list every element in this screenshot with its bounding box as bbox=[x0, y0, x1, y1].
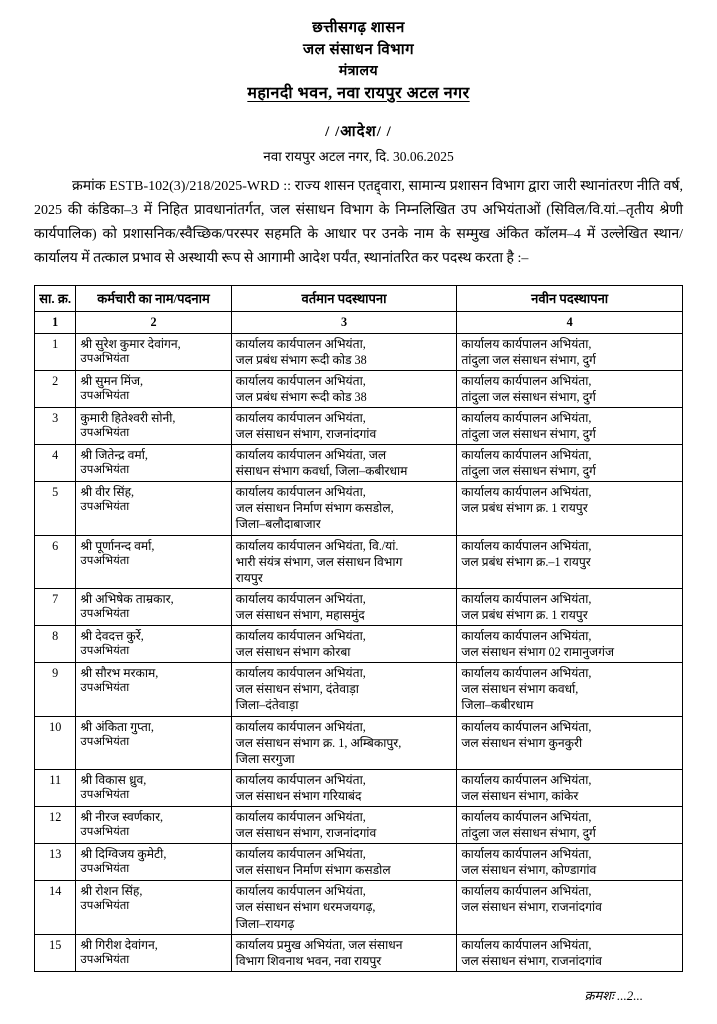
transfer-table bbox=[34, 285, 683, 972]
cell-new-posting bbox=[457, 482, 683, 535]
posting-line: जल प्रबंध संभाग क्र. 1 रायपुर bbox=[461, 501, 588, 516]
column-number-3: 3 bbox=[231, 312, 457, 333]
employee-designation: उपअभियंता bbox=[80, 607, 130, 620]
header-line-address: महानदी भवन, नवा रायपुर अटल नगर bbox=[247, 84, 470, 102]
cell-employee-name bbox=[76, 588, 231, 625]
cell-current-posting bbox=[231, 716, 457, 769]
cell-current-posting bbox=[231, 806, 457, 843]
posting-line: कार्यालय कार्यपालन अभियंता, वि./यां. bbox=[235, 538, 399, 553]
cell-employee-name bbox=[76, 663, 231, 716]
posting-line: कार्यालय कार्यपालन अभियंता, bbox=[235, 772, 366, 787]
posting-line: जल संसाधन संभाग, कांकेर bbox=[461, 788, 579, 803]
cell-new-posting bbox=[457, 588, 683, 625]
employee-designation: उपअभियंता bbox=[80, 427, 130, 440]
posting-line: जिला–दंतेवाड़ा bbox=[235, 698, 299, 713]
cell-employee-name bbox=[76, 716, 231, 769]
cell-current-posting bbox=[231, 663, 457, 716]
table-row bbox=[35, 407, 683, 444]
cell-serial-number: 4 bbox=[35, 445, 76, 482]
posting-line: कार्यालय कार्यपालन अभियंता, bbox=[461, 937, 592, 952]
cell-serial-number: 11 bbox=[35, 769, 76, 806]
posting-line: जल प्रबंध संभाग क्र.–1 रायपुर bbox=[461, 554, 591, 569]
cell-employee-name bbox=[76, 370, 231, 407]
posting-line: कार्यालय कार्यपालन अभियंता, bbox=[235, 809, 366, 824]
employee-name: श्री अभिषेक ताम्रकार, bbox=[80, 591, 174, 606]
posting-line: कार्यालय कार्यपालन अभियंता, bbox=[235, 884, 366, 899]
cell-new-posting bbox=[457, 716, 683, 769]
cell-employee-name bbox=[76, 934, 231, 971]
cell-employee-name bbox=[76, 482, 231, 535]
posting-line: जल संसाधन संभाग, राजनांदगांव bbox=[461, 900, 602, 915]
posting-line: कार्यालय कार्यपालन अभियंता, bbox=[461, 410, 592, 425]
table-row bbox=[35, 626, 683, 663]
cell-employee-name bbox=[76, 769, 231, 806]
posting-line: तांदुला जल संसाधन संभाग, दुर्ग bbox=[461, 464, 596, 479]
posting-line: विभाग शिवनाथ भवन, नवा रायपुर bbox=[235, 953, 382, 968]
posting-line: जिला–बलौदाबाजार bbox=[235, 517, 321, 532]
posting-line: जल संसाधन संभाग, राजनांदगांव bbox=[461, 953, 602, 968]
cell-serial-number: 1 bbox=[35, 333, 76, 370]
posting-line: कार्यालय कार्यपालन अभियंता, bbox=[235, 336, 366, 351]
posting-line: जल प्रबंध संभाग रूदी कोड 38 bbox=[235, 352, 367, 367]
column-header-sr: सा. क्र. bbox=[35, 286, 76, 312]
employee-name: श्री विकास ध्रुव, bbox=[80, 772, 147, 787]
cell-serial-number: 10 bbox=[35, 716, 76, 769]
employee-name: श्री पूर्णानन्द वर्मा, bbox=[80, 538, 155, 553]
cell-employee-name bbox=[76, 535, 231, 588]
order-body-paragraph bbox=[34, 175, 683, 271]
cell-current-posting bbox=[231, 769, 457, 806]
cell-serial-number: 13 bbox=[35, 844, 76, 881]
employee-designation: उपअभियंता bbox=[80, 554, 130, 567]
posting-line: कार्यालय कार्यपालन अभियंता, bbox=[461, 373, 592, 388]
posting-line: कार्यालय कार्यपालन अभियंता, bbox=[461, 847, 592, 862]
posting-line: जल संसाधन संभाग, दंतेवाड़ा bbox=[235, 682, 359, 697]
posting-line: जल संसाधन संभाग धरमजयगढ़, bbox=[235, 900, 376, 915]
column-number-2: 2 bbox=[76, 312, 231, 333]
cell-new-posting bbox=[457, 769, 683, 806]
posting-line: जल संसाधन संभाग कोरबा bbox=[235, 645, 351, 660]
cell-current-posting bbox=[231, 407, 457, 444]
cell-new-posting bbox=[457, 844, 683, 881]
table-row bbox=[35, 482, 683, 535]
posting-line: तांदुला जल संसाधन संभाग, दुर्ग bbox=[461, 352, 596, 367]
table-row bbox=[35, 716, 683, 769]
posting-line: जल संसाधन संभाग कुनकुरी bbox=[461, 735, 583, 750]
posting-line: कार्यालय कार्यपालन अभियंता, bbox=[235, 591, 366, 606]
employee-name: श्री दिग्विजय कुमेटी, bbox=[80, 847, 167, 862]
table-row bbox=[35, 370, 683, 407]
cell-new-posting bbox=[457, 535, 683, 588]
cell-current-posting bbox=[231, 535, 457, 588]
column-number-1: 1 bbox=[35, 312, 76, 333]
place-and-date: नवा रायपुर अटल नगर, दि. 30.06.2025 bbox=[263, 148, 454, 164]
posting-line: जल संसाधन संभाग कवर्धा, bbox=[461, 682, 579, 697]
cell-serial-number: 2 bbox=[35, 370, 76, 407]
posting-line: जल संसाधन संभाग, कोण्डागांव bbox=[461, 863, 597, 878]
cell-current-posting bbox=[231, 333, 457, 370]
cell-current-posting bbox=[231, 626, 457, 663]
cell-employee-name bbox=[76, 881, 231, 934]
table-column-number-row bbox=[35, 312, 683, 333]
posting-line: कार्यालय कार्यपालन अभियंता, जल bbox=[235, 448, 387, 463]
cell-current-posting bbox=[231, 588, 457, 625]
posting-line: कार्यालय कार्यपालन अभियंता, bbox=[461, 336, 592, 351]
cell-employee-name bbox=[76, 626, 231, 663]
posting-line: संसाधन संभाग कवर्धा, जिला–कबीरधाम bbox=[235, 464, 408, 479]
employee-designation: उपअभियंता bbox=[80, 788, 130, 801]
column-number-4: 4 bbox=[457, 312, 683, 333]
cell-employee-name bbox=[76, 445, 231, 482]
posting-line: जल संसाधन संभाग गरियाबंद bbox=[235, 788, 362, 803]
cell-new-posting bbox=[457, 445, 683, 482]
cell-serial-number: 15 bbox=[35, 934, 76, 971]
posting-line: कार्यालय कार्यपालन अभियंता, bbox=[461, 591, 592, 606]
cell-serial-number: 12 bbox=[35, 806, 76, 843]
employee-designation: उपअभियंता bbox=[80, 953, 130, 966]
posting-line: जल संसाधन निर्माण संभाग कसडोल, bbox=[235, 501, 394, 516]
posting-line: जल संसाधन संभाग, महासमुंद bbox=[235, 607, 365, 622]
cell-current-posting bbox=[231, 844, 457, 881]
cell-new-posting bbox=[457, 881, 683, 934]
employee-designation: उपअभियंता bbox=[80, 826, 130, 839]
table-row bbox=[35, 844, 683, 881]
employee-name: श्री सुरेश कुमार देवांगन, bbox=[80, 336, 181, 351]
cell-new-posting bbox=[457, 626, 683, 663]
employee-designation: उपअभियंता bbox=[80, 501, 130, 514]
cell-new-posting bbox=[457, 370, 683, 407]
cell-serial-number: 5 bbox=[35, 482, 76, 535]
employee-designation: उपअभियंता bbox=[80, 682, 130, 695]
table-row bbox=[35, 333, 683, 370]
employee-name: श्री सौरभ मरकाम, bbox=[80, 666, 159, 681]
posting-line: कार्यालय कार्यपालन अभियंता, bbox=[461, 666, 592, 681]
posting-line: कार्यालय कार्यपालन अभियंता, bbox=[461, 448, 592, 463]
employee-name: श्री नीरज स्वर्णकार, bbox=[80, 809, 164, 824]
column-header-new-posting: नवीन पदस्थापना bbox=[457, 286, 683, 312]
posting-line: जल संसाधन निर्माण संभाग कसडोल bbox=[235, 863, 391, 878]
posting-line: रायपुर bbox=[235, 570, 263, 585]
employee-designation: उपअभियंता bbox=[80, 389, 130, 402]
cell-current-posting bbox=[231, 934, 457, 971]
table-row bbox=[35, 588, 683, 625]
posting-line: जल संसाधन संभाग, राजनांदगांव bbox=[235, 427, 377, 442]
employee-designation: उपअभियंता bbox=[80, 645, 130, 658]
table-row bbox=[35, 535, 683, 588]
header-line-department: जल संसाधन विभाग bbox=[302, 41, 415, 58]
posting-line: कार्यालय कार्यपालन अभियंता, bbox=[461, 809, 592, 824]
posting-line: कार्यालय कार्यपालन अभियंता, bbox=[461, 629, 592, 644]
posting-line: जल प्रबंध संभाग रूदी कोड 38 bbox=[235, 389, 367, 404]
employee-name: श्री अंकिता गुप्ता, bbox=[80, 719, 154, 734]
posting-line: जल प्रबंध संभाग क्र. 1 रायपुर bbox=[461, 607, 588, 622]
employee-name: कुमारी हितेश्वरी सोनी, bbox=[80, 410, 176, 425]
posting-line: कार्यालय कार्यपालन अभियंता, bbox=[235, 847, 366, 862]
table-header-row bbox=[35, 286, 683, 312]
posting-line: कार्यालय कार्यपालन अभियंता, bbox=[235, 410, 366, 425]
cell-serial-number: 3 bbox=[35, 407, 76, 444]
posting-line: कार्यालय कार्यपालन अभियंता, bbox=[235, 629, 366, 644]
employee-name: श्री सुमन मिंज, bbox=[80, 373, 144, 388]
table-body bbox=[35, 333, 683, 971]
table-row bbox=[35, 663, 683, 716]
cell-employee-name bbox=[76, 806, 231, 843]
cell-serial-number: 7 bbox=[35, 588, 76, 625]
table-row bbox=[35, 445, 683, 482]
posting-line: जल संसाधन संभाग क्र. 1, अम्बिकापुर, bbox=[235, 735, 402, 750]
cell-current-posting bbox=[231, 881, 457, 934]
header-line-ministry: मंत्रालय bbox=[338, 63, 379, 79]
posting-line: कार्यालय कार्यपालन अभियंता, bbox=[235, 485, 366, 500]
posting-line: कार्यालय कार्यपालन अभियंता, bbox=[461, 719, 592, 734]
posting-line: तांदुला जल संसाधन संभाग, दुर्ग bbox=[461, 427, 596, 442]
employee-designation: उपअभियंता bbox=[80, 735, 130, 748]
posting-line: तांदुला जल संसाधन संभाग, दुर्ग bbox=[461, 826, 596, 841]
cell-serial-number: 14 bbox=[35, 881, 76, 934]
cell-new-posting bbox=[457, 663, 683, 716]
column-header-name: कर्मचारी का नाम/पदनाम bbox=[76, 286, 231, 312]
table-row bbox=[35, 934, 683, 971]
cell-employee-name bbox=[76, 844, 231, 881]
cell-new-posting bbox=[457, 407, 683, 444]
cell-new-posting bbox=[457, 333, 683, 370]
column-header-current-posting: वर्तमान पदस्थापना bbox=[231, 286, 457, 312]
employee-designation: उपअभियंता bbox=[80, 863, 130, 876]
employee-name: श्री जितेन्द्र वर्मा, bbox=[80, 448, 148, 463]
employee-designation: उपअभियंता bbox=[80, 464, 130, 477]
continuation-note: क्रमशः ...2... bbox=[584, 987, 643, 1003]
cell-new-posting bbox=[457, 806, 683, 843]
posting-line: कार्यालय कार्यपालन अभियंता, bbox=[461, 884, 592, 899]
posting-line: जिला सरगुजा bbox=[235, 751, 295, 766]
cell-employee-name bbox=[76, 407, 231, 444]
table-row bbox=[35, 769, 683, 806]
cell-employee-name bbox=[76, 333, 231, 370]
cell-serial-number: 9 bbox=[35, 663, 76, 716]
employee-name: श्री रोशन सिंह, bbox=[80, 884, 143, 899]
posting-line: कार्यालय कार्यपालन अभियंता, bbox=[235, 719, 366, 734]
employee-designation: उपअभियंता bbox=[80, 352, 130, 365]
posting-line: कार्यालय कार्यपालन अभियंता, bbox=[235, 373, 366, 388]
cell-current-posting bbox=[231, 482, 457, 535]
employee-designation: उपअभियंता bbox=[80, 900, 130, 913]
posting-line: जल संसाधन संभाग, राजनांदगांव bbox=[235, 826, 377, 841]
posting-line: जिला–रायगढ़ bbox=[235, 916, 295, 931]
employee-name: श्री वीर सिंह, bbox=[80, 485, 135, 500]
cell-serial-number: 8 bbox=[35, 626, 76, 663]
paragraph-text: क्रमांक ESTB-102(3)/218/2025-WRD :: राज्य शासन एतद्द्वारा, सामान्य प्रशासन विभाग द्वारा जारी स्थानांतरण नीति वर्ष, 2025 की कंडिका–3 में निहित प्रावधानांतर्गत, जल संसाधन विभाग के निम्नलिखित उप अभियंताओं (सिविल/वि.यां.–तृतीय श्रेणी कार्यपालिक) को प्रशासनिक/स्वैच्छिक/परस्पर सहमति के आधार पर उनके नाम के सम्मुख अंकित कॉलम–4 में उल्लेखित स्थान/कार्यालय में तत्काल प्रभाव से अस्थायी रूप से आगामी आदेश पर्यंत, स्थानांतरित कर पदस्थ करता है :– bbox=[34, 178, 683, 267]
table-row bbox=[35, 806, 683, 843]
employee-name: श्री देवदत्त कुर्रे, bbox=[80, 629, 144, 644]
posting-line: भारी संयंत्र संभाग, जल संसाधन विभाग bbox=[235, 554, 403, 569]
posting-line: जिला–कबीरधाम bbox=[461, 698, 534, 713]
posting-line: कार्यालय कार्यपालन अभियंता, bbox=[235, 666, 366, 681]
document-header bbox=[34, 18, 683, 105]
employee-name: श्री गिरीश देवांगन, bbox=[80, 937, 158, 952]
posting-line: कार्यालय कार्यपालन अभियंता, bbox=[461, 772, 592, 787]
header-line-government: छत्तीसगढ़ शासन bbox=[312, 20, 405, 36]
posting-line: तांदुला जल संसाधन संभाग, दुर्ग bbox=[461, 389, 596, 404]
posting-line: कार्यालय कार्यपालन अभियंता, bbox=[461, 485, 592, 500]
posting-line: कार्यालय कार्यपालन अभियंता, bbox=[461, 538, 592, 553]
cell-new-posting bbox=[457, 934, 683, 971]
posting-line: कार्यालय प्रमुख अभियंता, जल संसाधन bbox=[235, 937, 403, 952]
order-title: / /आदेश/ / bbox=[325, 123, 392, 140]
cell-serial-number: 6 bbox=[35, 535, 76, 588]
table-row bbox=[35, 881, 683, 934]
cell-current-posting bbox=[231, 445, 457, 482]
cell-current-posting bbox=[231, 370, 457, 407]
posting-line: जल संसाधन संभाग 02 रामानुजगंज bbox=[461, 645, 615, 660]
